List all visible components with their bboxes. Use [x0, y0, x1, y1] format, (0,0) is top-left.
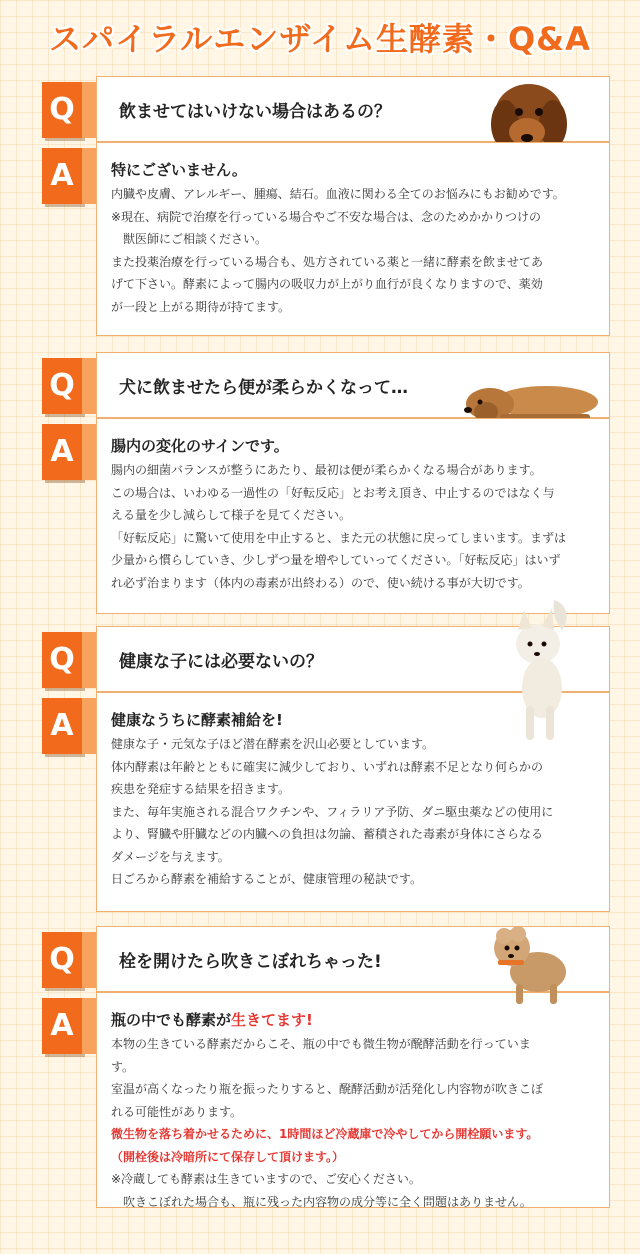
answer-line: より、腎臓や肝臓などの内臓への負担は勿論、蓄積された毒素が身体にさらなる — [111, 827, 544, 841]
answer-heading: 腸内の変化のサインです。 — [111, 437, 289, 455]
answer-line: 室温が高くなったり瓶を振ったりすると、醗酵活動が活発化し内容物が吹きこぼ — [111, 1082, 544, 1096]
answer-box — [96, 142, 610, 336]
answer-line: ※現在、病院で治療を行っている場合やご不安な場合は、念のためかかりつけの — [111, 209, 542, 224]
lying-dachshund-photo — [460, 372, 602, 424]
a-badge: A — [42, 698, 82, 754]
answer-body — [111, 733, 597, 891]
a-badge: A — [42, 424, 82, 480]
a-badge: A — [42, 148, 82, 204]
answer-warning-line: 微生物を落ち着かせるために、1時間ほど冷蔵庫で冷やしてから開栓願います。 — [111, 1127, 539, 1141]
answer-line: 獣医師にご相談ください。 — [123, 232, 268, 246]
answer-body — [111, 183, 597, 318]
question-text: 栓を開けたら吹きこぼれちゃった! — [119, 952, 382, 972]
answer-body — [111, 1033, 597, 1213]
q-badge: Q — [42, 358, 82, 414]
answer-box — [96, 418, 610, 614]
answer-line: が一段と上がる期待が持てます。 — [111, 299, 291, 314]
q-badge: Q — [42, 632, 82, 688]
answer-line: れる可能性があります。 — [111, 1104, 243, 1119]
answer-line: ※冷蔵しても酵素は生きていますので、ご安心ください。 — [111, 1172, 421, 1186]
answer-line: 「好転反応」に驚いて使用を中止すると、また元の状態に戻ってしまいます。まずは — [111, 530, 567, 545]
answer-line: 日ごろから酵素を補給することが、健康管理の秘訣です。 — [111, 872, 423, 886]
question-text: 健康な子には必要ないの？ — [119, 652, 323, 672]
answer-line: 健康な子・元気な子ほど潜在酵素を沢山必要としています。 — [111, 737, 435, 751]
answer-line: 疾患を発症する結果を招きます。 — [111, 782, 291, 796]
answer-line: 少量から慣らしていき、少しずつ量を増やしていってください。「好転反応」はいず — [111, 553, 561, 567]
answer-line: この場合は、いわゆる一過性の「好転反応」とお考え頂き、中止するのではなく与 — [111, 485, 555, 500]
faq-item-4 — [42, 926, 610, 1210]
answer-box — [96, 992, 610, 1208]
answer-heading: 瓶の中でも酵素が生きてます! — [111, 1011, 313, 1029]
answer-warning-line: （開栓後は冷暗所にて保存して頂けます。） — [111, 1149, 345, 1164]
answer-heading-highlight: 生きてます! — [231, 1011, 313, 1029]
answer-line: 吹きこぼれた場合も、瓶に残った内容物の成分等に全く問題はありません。 — [123, 1194, 532, 1209]
a-badge: A — [42, 998, 82, 1054]
q-badge: Q — [42, 82, 82, 138]
answer-line: す。 — [111, 1059, 135, 1074]
answer-line: ダメージを与えます。 — [111, 849, 230, 864]
faq-item-2 — [42, 352, 610, 616]
answer-heading: 特にございません。 — [111, 161, 247, 179]
answer-line: える量を少し減らして様子を見てください。 — [111, 508, 352, 522]
question-text: 飲ませてはいけない場合はあるの？ — [119, 102, 391, 122]
answer-line: また投薬治療を行っている場合も、処方されている薬と一緒に酵素を飲ませてあ — [111, 254, 544, 269]
answer-line: 体内酵素は年齢とともに確実に減少しており、いずれは酵素不足となり何らかの — [111, 759, 544, 774]
answer-line: 内臓や皮膚、アレルギー、腫瘍、結石。血液に関わる全てのお悩みにもお勧めです。 — [111, 187, 565, 201]
answer-line: また、毎年実施される混合ワクチンや、フィラリア予防、ダニ駆虫薬などの使用に — [111, 804, 554, 819]
answer-line: 本物の生きている酵素だからこそ、瓶の中でも微生物が醗酵活動を行っていま — [111, 1037, 531, 1051]
chihuahua-photo — [508, 596, 578, 744]
page-title: スパイラルエンザイム生酵素・Q&A — [49, 20, 591, 58]
answer-line: 腸内の細菌バランスが整うにあたり、最初は便が柔らかくなる場合があります。 — [111, 463, 542, 477]
faq-item-1 — [42, 76, 610, 338]
question-text: 犬に飲ませたら便が柔らかくなって… — [119, 378, 408, 398]
answer-line: げて下さい。酵素によって腸内の吸収力が上がり血行が良くなりますので、薬効 — [111, 277, 543, 291]
faq-item-3 — [42, 626, 610, 914]
answer-heading: 健康なうちに酵素補給を! — [111, 711, 283, 729]
poodle-photo — [488, 922, 572, 1006]
q-badge: Q — [42, 932, 82, 988]
answer-body — [111, 459, 597, 594]
answer-line: れ必ず治まります（体内の毒素が出終わる）ので、使い続ける事が大切です。 — [111, 575, 530, 590]
